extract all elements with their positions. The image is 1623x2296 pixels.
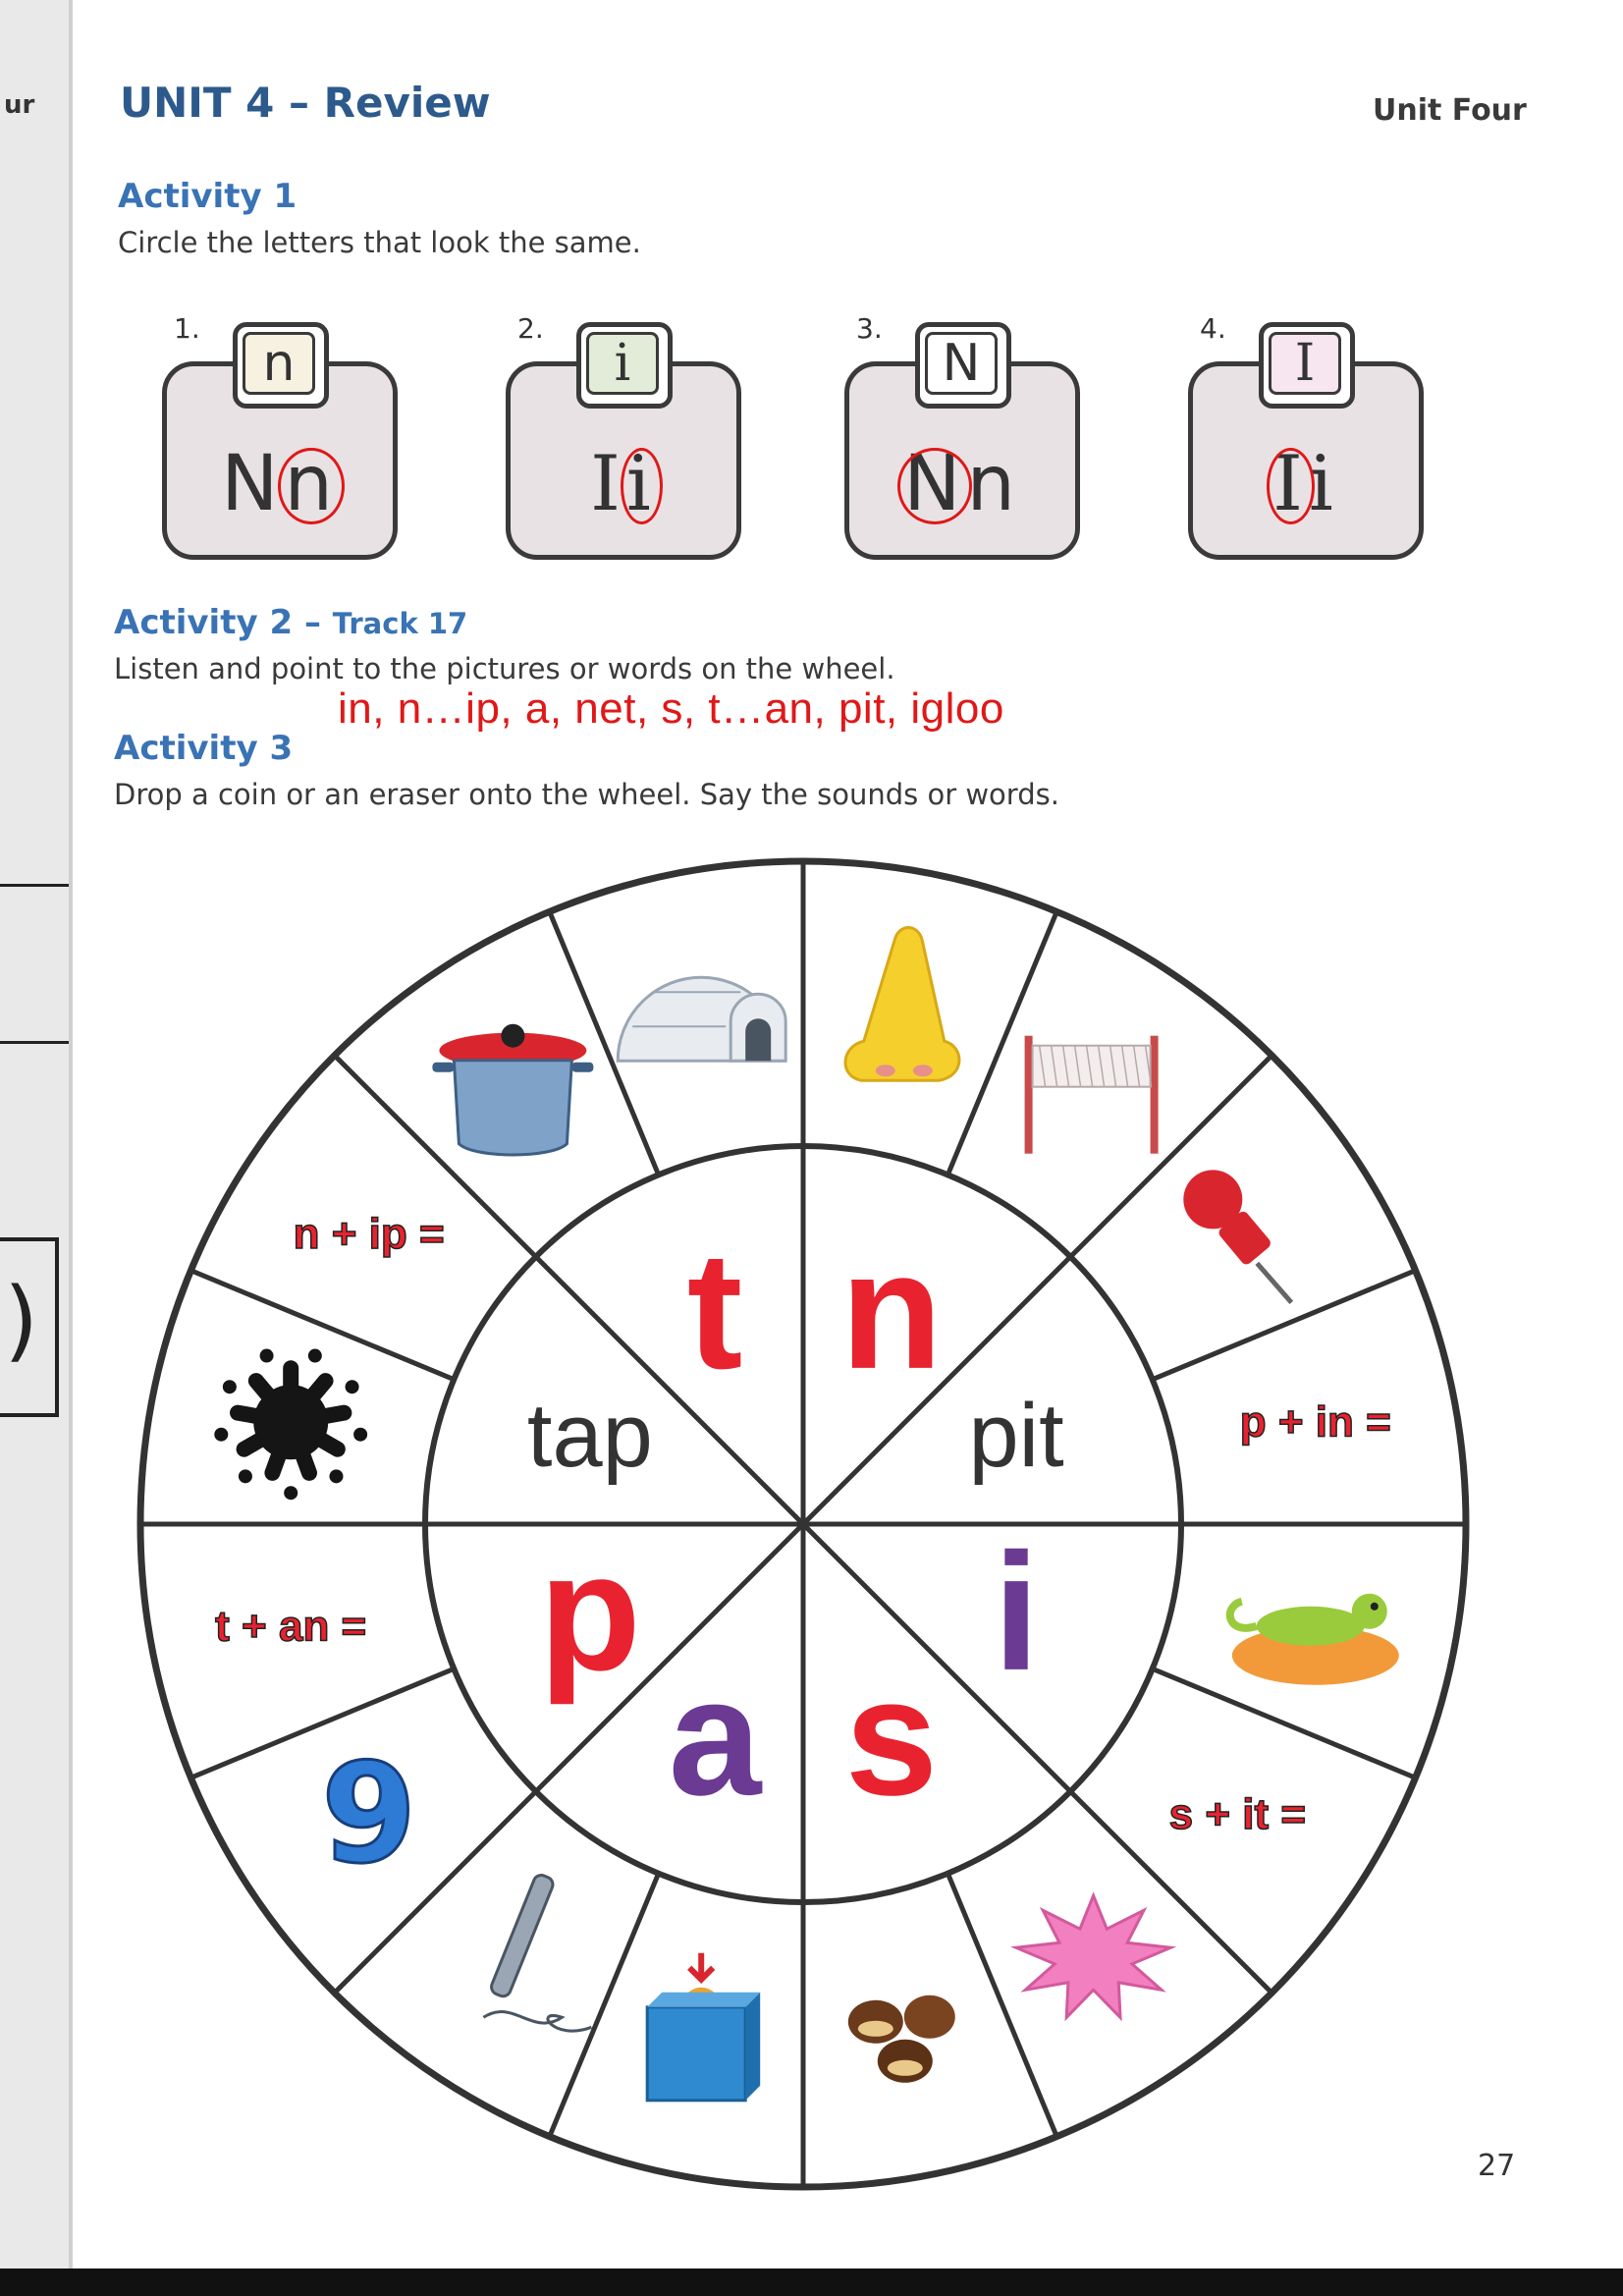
wheel-blend-equation: p + in = — [1239, 1397, 1391, 1447]
card-target — [915, 322, 1011, 409]
activity3-heading: Activity 3 — [114, 729, 294, 768]
activity1-heading: Activity 1 — [118, 177, 298, 216]
wheel-inner-label: tap — [526, 1386, 653, 1487]
wheel-inner-label: n — [840, 1217, 943, 1404]
card-letter-upper[interactable]: N — [221, 440, 285, 528]
track-label: Track 17 — [332, 607, 468, 640]
gutter-text: ur — [4, 90, 35, 120]
card-letter-upper[interactable]: I — [1272, 440, 1309, 528]
card-letter-pair — [162, 440, 398, 528]
card-target-letter: N — [925, 332, 998, 395]
page-title: UNIT 4 – Review — [120, 79, 491, 127]
letter-card — [1188, 312, 1424, 558]
gutter-rule — [0, 1041, 69, 1044]
wheel-inner-label: p — [538, 1518, 641, 1706]
card-letter-upper[interactable]: I — [590, 440, 626, 528]
activity3-instruction: Drop a coin or an eraser onto the wheel. Say the sounds or words. — [114, 778, 1059, 811]
letter-card — [506, 312, 741, 558]
card-letter-lower[interactable]: i — [625, 440, 657, 528]
card-number: 4. — [1200, 312, 1226, 345]
left-page-gutter — [0, 0, 73, 2269]
unit-label: Unit Four — [1373, 93, 1527, 128]
wheel-blend-equation: n + ip = — [293, 1209, 445, 1258]
card-letter-pair — [844, 440, 1080, 528]
activity2-instruction: Listen and point to the pictures or words on the wheel. — [114, 652, 895, 685]
bottom-bar — [0, 2269, 1623, 2296]
card-target — [233, 322, 329, 409]
card-target — [1259, 322, 1355, 409]
number-nine-glyph: 9 — [320, 1734, 417, 1895]
card-number: 3. — [856, 312, 883, 345]
card-target-letter: I — [1269, 332, 1341, 395]
activity1-instruction: Circle the letters that look the same. — [118, 226, 641, 259]
page-number: 27 — [1478, 2149, 1516, 2183]
page-spine — [69, 0, 73, 2269]
card-target-letter: n — [243, 332, 315, 395]
card-number: 2. — [517, 312, 544, 345]
card-target — [576, 322, 673, 409]
card-target-letter: i — [586, 332, 659, 395]
wheel-lines — [140, 861, 1466, 2187]
wheel-inner-label: pit — [968, 1386, 1064, 1487]
letter-card — [844, 312, 1080, 558]
letter-card — [162, 312, 398, 558]
card-letter-lower[interactable]: n — [284, 440, 339, 528]
card-letter-pair — [506, 440, 741, 528]
card-letter-upper[interactable]: N — [903, 440, 967, 528]
handwritten-answer: in, n…ip, a, net, s, t…an, pit, igloo — [338, 684, 1004, 733]
activity2-heading-text: Activity 2 – — [114, 603, 333, 642]
card-letter-pair — [1188, 440, 1424, 528]
wheel-blend-equation: t + an = — [215, 1602, 367, 1651]
gutter-paren: ) — [4, 1269, 39, 1372]
card-number: 1. — [174, 312, 200, 345]
wheel-inner-label: i — [993, 1518, 1040, 1706]
card-letter-lower[interactable]: n — [966, 440, 1021, 528]
wheel-inner-label: t — [686, 1217, 743, 1404]
wheel-inner-label: s — [844, 1644, 939, 1831]
gutter-rule — [0, 884, 69, 887]
wheel-inner-label: a — [668, 1644, 762, 1831]
number-nine-icon — [321, 1734, 416, 1894]
activity2-heading — [114, 603, 467, 642]
sound-wheel[interactable] — [126, 847, 1481, 2202]
card-letter-lower[interactable]: i — [1308, 440, 1339, 528]
wheel-blend-equation: s + it = — [1168, 1790, 1307, 1839]
